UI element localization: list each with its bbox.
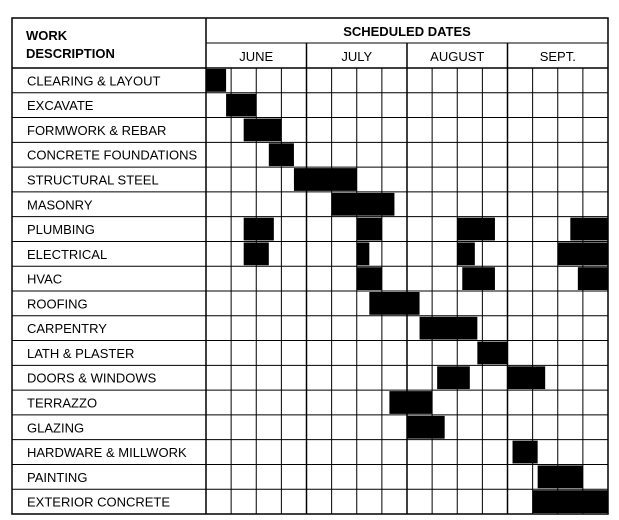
task-label: CONCRETE FOUNDATIONS bbox=[27, 147, 198, 163]
task-bar bbox=[369, 292, 419, 315]
chart-grid bbox=[12, 18, 608, 514]
header-scheduled-dates: SCHEDULED DATES bbox=[343, 24, 471, 39]
task-label: MASONRY bbox=[27, 197, 93, 213]
task-bar bbox=[477, 342, 507, 365]
task-label: FORMWORK & REBAR bbox=[27, 122, 167, 138]
task-label: HARDWARE & MILLWORK bbox=[27, 445, 187, 461]
task-bar bbox=[226, 94, 256, 117]
task-label: PLUMBING bbox=[27, 222, 95, 238]
task-bar bbox=[244, 119, 282, 142]
task-label: HVAC bbox=[27, 271, 63, 287]
task-bar bbox=[407, 416, 445, 439]
task-bar bbox=[462, 267, 495, 290]
task-bar bbox=[357, 267, 382, 290]
task-label: TERRAZZO bbox=[27, 395, 98, 411]
header-description: DESCRIPTION bbox=[26, 46, 115, 61]
task-label: ELECTRICAL bbox=[27, 246, 108, 262]
task-bar bbox=[294, 168, 357, 191]
month-label: JUNE bbox=[239, 49, 274, 64]
task-label: EXCAVATE bbox=[27, 98, 94, 114]
task-bar bbox=[538, 465, 583, 488]
task-bar bbox=[558, 242, 608, 265]
task-label: LATH & PLASTER bbox=[27, 345, 135, 361]
task-bar bbox=[533, 490, 608, 513]
month-label: SEPT. bbox=[539, 49, 576, 64]
task-bar bbox=[357, 218, 382, 241]
chart-labels bbox=[26, 24, 576, 510]
task-bar bbox=[513, 441, 538, 464]
task-bar bbox=[357, 242, 370, 265]
task-bar bbox=[578, 267, 608, 290]
task-bar bbox=[269, 143, 294, 166]
month-label: AUGUST bbox=[430, 49, 485, 64]
task-label: CARPENTRY bbox=[27, 321, 107, 337]
task-bar bbox=[244, 242, 269, 265]
task-bar bbox=[457, 218, 495, 241]
month-label: JULY bbox=[341, 49, 373, 64]
task-bar bbox=[508, 366, 546, 389]
task-label: EXTERIOR CONCRETE bbox=[27, 494, 171, 510]
task-bar bbox=[570, 218, 608, 241]
task-label: GLAZING bbox=[27, 420, 85, 436]
task-label: PAINTING bbox=[27, 469, 88, 485]
task-bar bbox=[437, 366, 470, 389]
task-label: CLEARING & LAYOUT bbox=[27, 73, 161, 89]
task-bar bbox=[389, 391, 432, 414]
header-work: WORK bbox=[26, 28, 68, 43]
task-bar bbox=[457, 242, 475, 265]
task-label: DOORS & WINDOWS bbox=[27, 370, 157, 386]
task-bar bbox=[244, 218, 274, 241]
task-label: ROOFING bbox=[27, 296, 88, 312]
task-bar bbox=[420, 317, 478, 340]
task-bar bbox=[206, 69, 226, 92]
task-bar bbox=[332, 193, 395, 216]
task-label: STRUCTURAL STEEL bbox=[27, 172, 159, 188]
